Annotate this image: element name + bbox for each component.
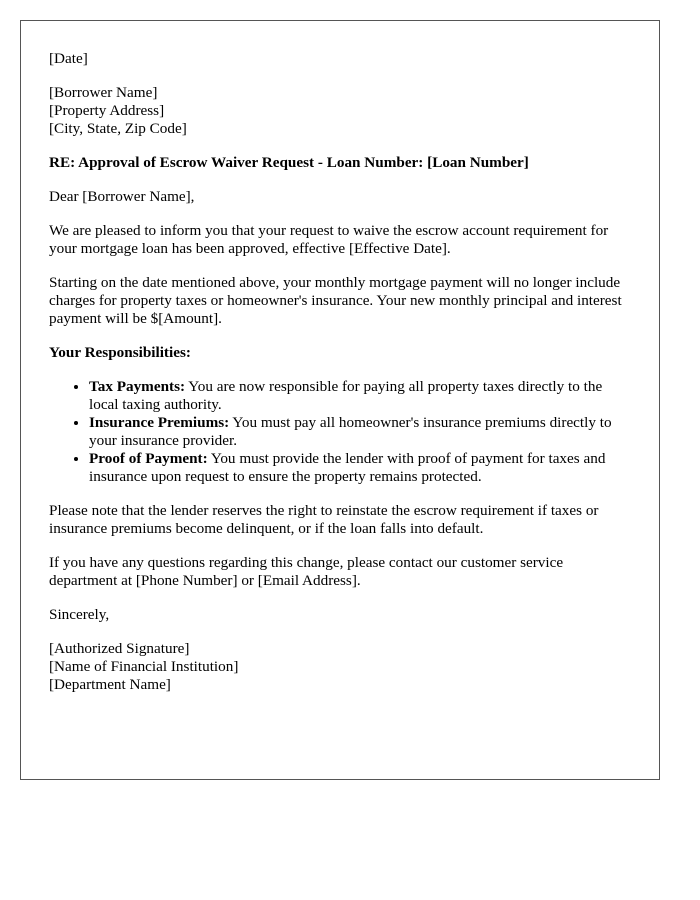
recipient-street: [Property Address] — [49, 102, 165, 119]
body-paragraph-reinstate: Please note that the lender reserves the right to reinstate the escrow requirement if taxes or insurance premiums become delinquent, or if the loan falls into default. — [49, 502, 599, 537]
body-paragraph-contact: If you have any questions regarding this change, please contact our customer service department at [Phone Number] or [Email Address]. — [49, 554, 564, 589]
responsibility-label: Insurance Premiums: — [89, 414, 230, 431]
responsibility-text: You must provide the lender with proof of payment for taxes and insurance upon request to ensure the property remains protected. — [89, 450, 606, 485]
department-name: [Department Name] — [49, 676, 171, 693]
responsibility-text: You are now responsible for paying all property taxes directly to the local taxing authority. — [89, 378, 603, 413]
signature: [Authorized Signature] — [49, 640, 190, 657]
salutation: Dear [Borrower Name], — [49, 188, 195, 205]
recipient-city: [City, State, Zip Code] — [49, 120, 187, 137]
responsibility-label: Proof of Payment: — [89, 450, 208, 467]
institution-name: [Name of Financial Institution] — [49, 658, 239, 675]
list-item — [89, 378, 631, 414]
letter-date: [Date] — [49, 50, 88, 67]
responsibilities-list — [49, 378, 631, 486]
body-paragraph-approval: We are pleased to inform you that your request to waive the escrow account requirement for your mortgage loan has been approved, effective [Effective Date]. — [49, 222, 609, 257]
responsibility-text: You must pay all homeowner's insurance premiums directly to your insurance provider. — [89, 414, 612, 449]
recipient-address — [49, 84, 631, 138]
body-paragraph-payment: Starting on the date mentioned above, your monthly mortgage payment will no longer include charges for property taxes or homeowner's insurance. Your new monthly principal and interest payment will be $[Amount]. — [49, 274, 622, 327]
subject-line: RE: Approval of Escrow Waiver Request - Loan Number: [Loan Number] — [49, 154, 529, 171]
signature-block — [49, 640, 631, 694]
responsibilities-heading: Your Responsibilities: — [49, 344, 191, 361]
list-item — [89, 450, 631, 486]
closing: Sincerely, — [49, 606, 110, 623]
responsibility-label: Tax Payments: — [89, 378, 186, 395]
list-item — [89, 414, 631, 450]
recipient-name: [Borrower Name] — [49, 84, 158, 101]
letter-page — [20, 20, 660, 780]
